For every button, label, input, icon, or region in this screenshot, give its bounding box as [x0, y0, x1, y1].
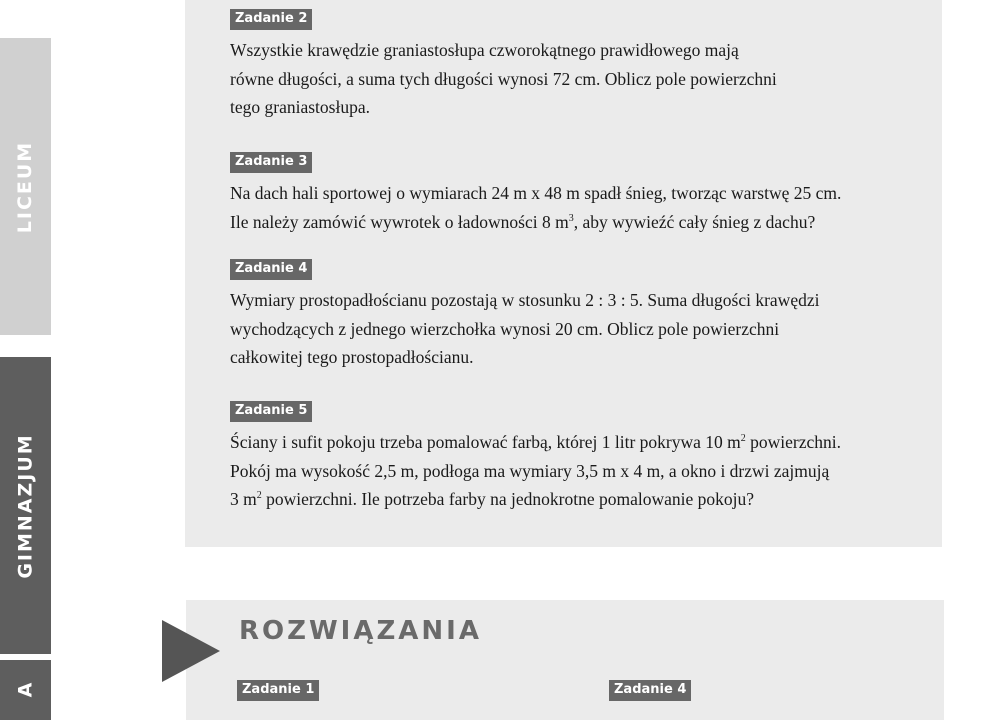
task-5-line-1b: powierzchni. [745, 432, 842, 452]
task-5-line-1a: Ściany i sufit pokoju trzeba pomalować farbą, której 1 litr pokrywa 10 m [230, 432, 741, 452]
task-5 [230, 401, 930, 514]
task-3-sup: 3 [568, 212, 574, 224]
task-4-badge: Zadanie 4 [230, 259, 312, 280]
task-3-badge: Zadanie 3 [230, 152, 312, 173]
task-4-line-1: Wymiary prostopadłościanu pozostają w stosunku 2 : 3 : 5. Suma długości krawędzi [230, 290, 820, 310]
task-2-line-1: Wszystkie krawędzie graniastosłupa czworokątnego prawidłowego mają [230, 40, 739, 60]
task-3-line-1: Na dach hali sportowej o wymiarach 24 m x 48 m spadł śnieg, tworząc warstwę 25 cm. [230, 183, 842, 203]
task-5-line-2: Pokój ma wysokość 2,5 m, podłoga ma wymiary 3,5 m x 4 m, a okno i drzwi zajmują [230, 460, 830, 481]
side-tab-gimnazjum-label: GIMNAZJUM [14, 432, 37, 579]
task-4-line-3: całkowitej tego prostopadłościanu. [230, 347, 474, 367]
task-5-text [230, 428, 930, 514]
side-tab-bottom-label: A [14, 680, 37, 698]
side-tab-gimnazjum[interactable] [0, 357, 51, 654]
arrow-right-icon [162, 620, 220, 682]
task-5-sup-1: 2 [740, 433, 746, 445]
task-5-badge: Zadanie 5 [230, 401, 312, 422]
side-tab-bottom[interactable] [0, 660, 51, 720]
task-3-line-2b: , aby wywieźć cały śnieg z dachu? [573, 211, 816, 232]
solutions-panel [186, 600, 944, 720]
solutions-title: ROZWIĄZANIA [239, 616, 482, 646]
exercise-panel [185, 0, 942, 547]
task-2-text [230, 36, 930, 122]
task-3 [230, 152, 930, 236]
task-3-text [230, 179, 930, 236]
task-5-sup-2: 2 [256, 490, 262, 502]
task-2 [230, 9, 930, 122]
task-3-line-2a: Ile należy zamówić wywrotek o ładowności 8 m [230, 211, 569, 232]
task-4-text [230, 286, 930, 372]
task-5-line-3a: 3 m [230, 489, 257, 509]
task-4-line-2: wychodzących z jednego wierzchołka wynosi 20 cm. Oblicz pole powierzchni [230, 318, 780, 339]
side-tab-liceum[interactable] [0, 38, 51, 335]
solution-badge-4: Zadanie 4 [609, 680, 691, 701]
solution-badge-1: Zadanie 1 [237, 680, 319, 701]
task-2-line-3: tego graniastosłupa. [230, 97, 370, 117]
task-2-badge: Zadanie 2 [230, 9, 312, 30]
task-4 [230, 259, 930, 372]
side-tab-liceum-label: LICEUM [14, 140, 37, 233]
task-5-line-3b: powierzchni. Ile potrzeba farby na jednokrotne pomalowanie pokoju? [261, 489, 754, 509]
task-2-line-2: równe długości, a suma tych długości wynosi 72 cm. Oblicz pole powierzchni [230, 68, 777, 89]
